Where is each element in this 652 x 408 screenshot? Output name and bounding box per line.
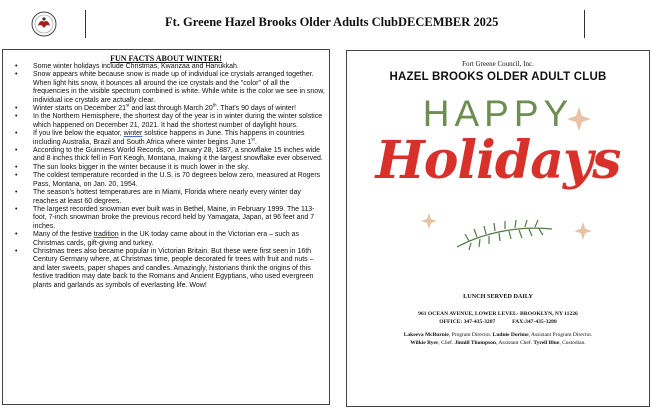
staff-name: Tyrell Blue (533, 340, 560, 346)
fact-text: The largest recorded snowman ever built was in Bethel, Maine, in February 1999. The 113-foot, 7-inch snowman broke the previous record held by Yamagata, Japan, at 96 feet and 7 inches. (33, 205, 315, 230)
page-title: Ft. Greene Hazel Brooks Older Adults ClubDECEMBER 2025 (165, 15, 499, 29)
holiday-flyer-panel (346, 50, 650, 407)
staff-role: , Assistant Program Director. (528, 332, 593, 338)
fact-text: According to the Guinness World Records, on January 28, 1887, a snowflake 15 inches wide and 8 inches thick fell in Fort Keogh, Montana, making it the largest snowflake ever observed. (33, 147, 323, 163)
fact-text: in the UK today came about in the Victorian era – such as Christmas cards, gift-giving and turkey. (33, 231, 300, 247)
fact-text: The sun looks bigger in the winter because it is much lower in the sky. (33, 163, 250, 171)
staff-role: , Custodian. (559, 340, 586, 346)
club-name: HAZEL BROOKS OLDER ADULT CLUB (389, 71, 607, 83)
fact-text: tradition (93, 231, 119, 239)
fact-text: . That's 90 days of winter! (216, 105, 296, 113)
staff-name: Lakeeva McBurnie (403, 332, 449, 338)
fact-item (13, 206, 327, 231)
fax-number: FAX:347-435-3288 (512, 319, 557, 325)
contact-numbers (347, 319, 649, 325)
fact-item (13, 63, 327, 71)
fact-item (13, 248, 327, 290)
fact-text: Some winter holidays include Christmas, Kwanzaa and Hanukkah. (33, 63, 239, 70)
fun-facts-title: FUN FACTS ABOUT WINTER! (110, 54, 222, 63)
fact-text: The season's hottest temperatures are in Miami, Florida where nearly every winter day reaches at least 60 degrees. (33, 189, 301, 205)
fact-item (13, 189, 327, 206)
staff-name: Jinnill Thompson (454, 340, 496, 346)
staff-role: , Assistant Chef. (495, 340, 534, 346)
fact-item (13, 113, 327, 130)
fact-text: In the Northern Hemisphere, the shortest day of the year is in winter during the winter solstice which happened on December 21, 2021. It had the shortest number of daylight hours. (33, 113, 323, 129)
pine-branch-icon (457, 220, 552, 250)
fact-text: . (254, 138, 257, 146)
staff-line-directors (347, 332, 649, 338)
fact-ordinal-suffix: st (125, 102, 130, 108)
staff-role: , Program Director. (448, 332, 493, 338)
staff-line-kitchen (347, 340, 649, 346)
fact-item (13, 231, 327, 248)
fact-item (13, 102, 327, 113)
fact-text: Snow appears white because snow is made up of individual ice crystals arranged together. When light hits snow, it bounces all around the ice crystals and the "color" of all the frequencies in the visible spectrum combined is white. While white is the color we see in snow, individual ice crystals are actually clear. (33, 71, 325, 104)
fact-text: Christmas trees also became popular in Victorian Britain. But these were first seen in 16th Century Germany where, at Christmas time, people decorated fir trees with fruit and nuts – and later sweets, paper shapes and candles. Amazingly, historians think the origins of this festive tradition may date back to the Romans and Ancient Egyptians, who used evergreen plants and garlands as symbols of everlasting life. Wow! (33, 247, 314, 289)
lunch-notice: LUNCH SERVED DAILY (463, 293, 533, 300)
fact-text: winter (123, 130, 143, 138)
club-address: 961 OCEAN AVENUE, LOWER LEVEL- BROOKLYN, NY 11226 (418, 311, 578, 317)
header-divider-left (85, 10, 86, 38)
fun-facts-panel (2, 49, 330, 405)
council-name: Fort Greene Council, Inc. (462, 60, 534, 68)
organization-seal-icon (31, 11, 57, 37)
star-icon (574, 222, 592, 240)
fact-item (13, 71, 327, 105)
holidays-heading: Holidays (375, 130, 621, 191)
fact-item (13, 164, 327, 172)
fact-item (13, 172, 327, 189)
fact-item (13, 147, 327, 164)
fact-ordinal-suffix: st (251, 136, 255, 142)
fact-text: The coldest temperature recorded in the U.S. is 70 degrees below zero, measured at Rogers Pass, Montana, on Jan. 20, 1954. (33, 172, 321, 188)
star-icon (421, 213, 437, 229)
fact-text: Many of the festive (33, 231, 94, 239)
staff-name: Wilkie Byer (410, 340, 439, 346)
fact-text: and last through March 20 (129, 105, 213, 113)
happy-heading: HAPPY (422, 93, 574, 134)
fact-text: Winter starts on December 21 (33, 105, 126, 113)
fact-text: solstice happens in June. This happens in countries including Australia, Brazil and South Africa where winter begins June 1 (33, 130, 305, 146)
fact-item (13, 130, 327, 147)
staff-role: , Chef. (438, 340, 455, 346)
staff-name: Ludnie Dorime (492, 332, 529, 338)
fact-ordinal-suffix: th (212, 102, 217, 108)
fact-text: If you live below the equator, (33, 130, 124, 138)
office-phone: OFFICE: 347-435-3287 (439, 319, 496, 325)
header-divider-right (584, 10, 585, 38)
page-header (0, 0, 652, 48)
fun-facts-list (13, 63, 327, 290)
